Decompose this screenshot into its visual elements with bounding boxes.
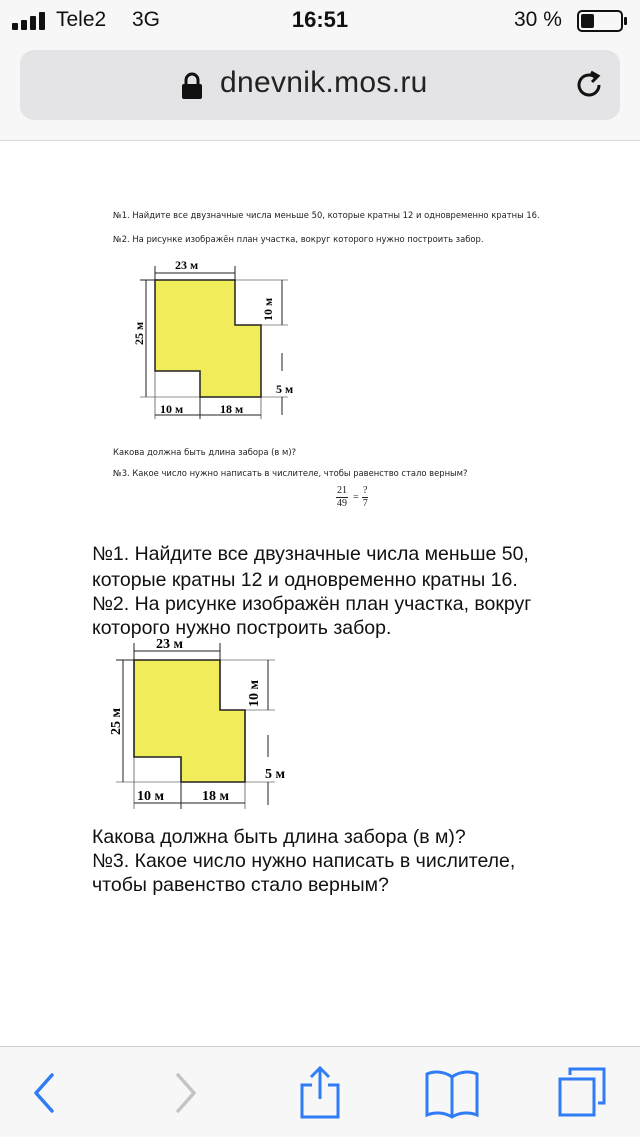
image-task1: №1. Найдите все двузначные числа меньше 50, которые кратны 12 и одновременно кратны 16. [113,210,540,220]
tabs-icon[interactable] [556,1065,608,1119]
image-question: Какова должна быть длина забора (в м)? [113,447,297,457]
plot-shape [134,660,245,782]
dim-bottom-right: 18 м [202,789,230,804]
dim-left: 25 м [132,321,146,345]
dim-right-step: 5 м [265,767,286,782]
dim-bottom-right: 18 м [220,402,244,416]
forward-icon[interactable] [170,1071,200,1115]
task-line-6: №3. Какое число нужно написать в числителе, [92,850,516,872]
plot-shape [155,280,261,397]
task-line-1: №1. Найдите все двузначные числа меньше 50, [92,543,529,565]
dim-right-step: 5 м [276,382,294,396]
dim-bottom-left: 10 м [137,789,165,804]
bookmarks-icon[interactable] [424,1069,480,1119]
share-icon[interactable] [298,1065,342,1121]
task-line-7: чтобы равенство стало верным? [92,874,389,896]
task-line-5: Какова должна быть длина забора (в м)? [92,826,466,848]
dim-left: 25 м [109,707,124,735]
url-text[interactable]: dnevnik.mos.ru [220,66,428,99]
fraction-right: ? 7 [362,485,368,509]
back-icon[interactable] [30,1071,60,1115]
clock: 16:51 [291,7,349,32]
battery-icon [577,10,629,32]
page-content [0,141,640,1046]
plot-plan-diagram-large [100,635,300,815]
task-line-3: №2. На рисунке изображён план участка, вокруг [92,593,532,615]
fraction-equation [334,485,390,515]
dim-top: 23 м [156,637,184,652]
image-task3: №3. Какое число нужно написать в числителе, чтобы равенство стало верным? [113,468,468,478]
network-type: 3G [132,8,161,31]
battery-percent: 30 % [514,8,562,31]
address-bar[interactable] [20,50,620,120]
plot-plan-diagram-small [128,253,308,421]
fraction-left: $\frac{21}{49}$ [337,485,347,509]
dim-right-upper: 10 м [261,297,275,321]
fraction-equals: = [353,492,359,503]
dim-top: 23 м [175,258,199,272]
lock-icon [180,72,204,100]
task-line-2: которые кратны 12 и одновременно кратны 16. [92,569,518,591]
image-task2: №2. На рисунке изображён план участка, вокруг которого нужно построить забор. [113,234,484,244]
browser-toolbar [0,1046,640,1137]
dim-right-upper: 10 м [247,679,262,707]
dim-bottom-left: 10 м [160,402,184,416]
reload-icon[interactable] [572,68,606,102]
task-line-4: которого нужно построить забор. [92,617,392,639]
status-bar [0,0,640,42]
carrier-name: Tele2 [56,8,107,31]
